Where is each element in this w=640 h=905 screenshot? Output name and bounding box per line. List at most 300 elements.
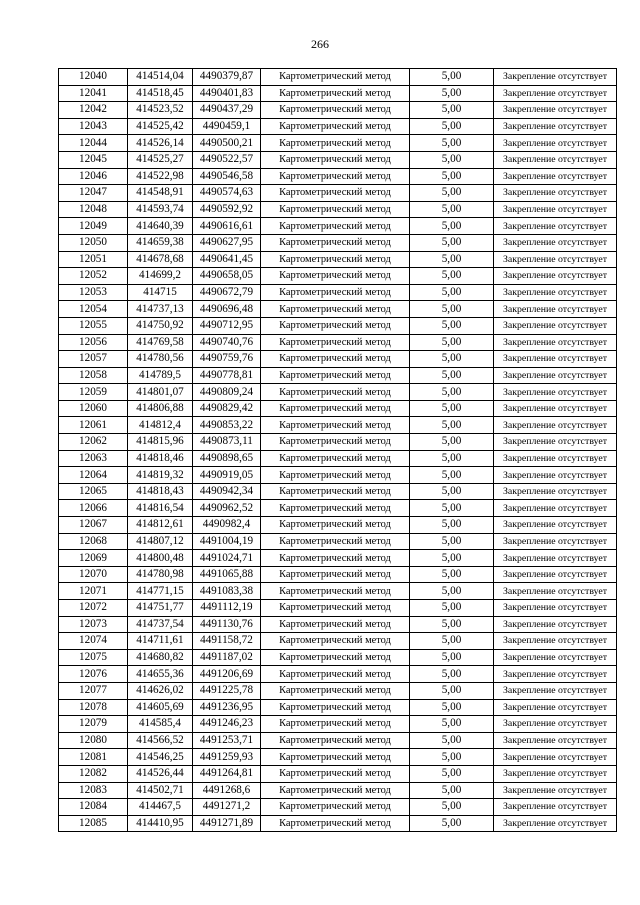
fixing-cell: Закрепление отсутствует	[494, 268, 617, 285]
y-coordinate-cell: 4490574,63	[193, 185, 261, 202]
method-cell: Картометрический метод	[261, 782, 410, 799]
method-cell: Картометрический метод	[261, 749, 410, 766]
table-row	[59, 384, 617, 401]
point-number-cell: 12067	[59, 517, 128, 534]
y-coordinate-cell: 4491083,38	[193, 583, 261, 600]
accuracy-cell: 5,00	[410, 732, 494, 749]
point-number-cell: 12058	[59, 367, 128, 384]
x-coordinate-cell: 414518,45	[128, 85, 193, 102]
x-coordinate-cell: 414525,27	[128, 151, 193, 168]
method-cell: Картометрический метод	[261, 400, 410, 417]
method-cell: Картометрический метод	[261, 699, 410, 716]
method-cell: Картометрический метод	[261, 168, 410, 185]
fixing-cell: Закрепление отсутствует	[494, 251, 617, 268]
accuracy-cell: 5,00	[410, 201, 494, 218]
coordinates-table-body	[59, 69, 617, 832]
accuracy-cell: 5,00	[410, 384, 494, 401]
table-row	[59, 434, 617, 451]
x-coordinate-cell: 414711,61	[128, 633, 193, 650]
y-coordinate-cell: 4491271,2	[193, 799, 261, 816]
fixing-cell: Закрепление отсутствует	[494, 517, 617, 534]
x-coordinate-cell: 414815,96	[128, 434, 193, 451]
y-coordinate-cell: 4490759,76	[193, 351, 261, 368]
accuracy-cell: 5,00	[410, 716, 494, 733]
table-row	[59, 765, 617, 782]
x-coordinate-cell: 414526,44	[128, 765, 193, 782]
method-cell: Картометрический метод	[261, 483, 410, 500]
y-coordinate-cell: 4490401,83	[193, 85, 261, 102]
y-coordinate-cell: 4491225,78	[193, 682, 261, 699]
fixing-cell: Закрепление отсутствует	[494, 417, 617, 434]
y-coordinate-cell: 4491264,81	[193, 765, 261, 782]
fixing-cell: Закрепление отсутствует	[494, 616, 617, 633]
point-number-cell: 12051	[59, 251, 128, 268]
y-coordinate-cell: 4490616,61	[193, 218, 261, 235]
table-row	[59, 185, 617, 202]
x-coordinate-cell: 414605,69	[128, 699, 193, 716]
point-number-cell: 12081	[59, 749, 128, 766]
x-coordinate-cell: 414751,77	[128, 600, 193, 617]
table-row	[59, 317, 617, 334]
x-coordinate-cell: 414502,71	[128, 782, 193, 799]
point-number-cell: 12075	[59, 649, 128, 666]
y-coordinate-cell: 4490658,05	[193, 268, 261, 285]
method-cell: Картометрический метод	[261, 765, 410, 782]
x-coordinate-cell: 414659,38	[128, 234, 193, 251]
accuracy-cell: 5,00	[410, 517, 494, 534]
point-number-cell: 12080	[59, 732, 128, 749]
method-cell: Картометрический метод	[261, 351, 410, 368]
table-row	[59, 666, 617, 683]
point-number-cell: 12053	[59, 284, 128, 301]
accuracy-cell: 5,00	[410, 268, 494, 285]
table-row	[59, 500, 617, 517]
y-coordinate-cell: 4491253,71	[193, 732, 261, 749]
point-number-cell: 12072	[59, 600, 128, 617]
x-coordinate-cell: 414546,25	[128, 749, 193, 766]
point-number-cell: 12056	[59, 334, 128, 351]
y-coordinate-cell: 4491246,23	[193, 716, 261, 733]
x-coordinate-cell: 414467,5	[128, 799, 193, 816]
y-coordinate-cell: 4491004,19	[193, 533, 261, 550]
method-cell: Картометрический метод	[261, 533, 410, 550]
method-cell: Картометрический метод	[261, 268, 410, 285]
fixing-cell: Закрепление отсутствует	[494, 351, 617, 368]
fixing-cell: Закрепление отсутствует	[494, 716, 617, 733]
fixing-cell: Закрепление отсутствует	[494, 550, 617, 567]
table-row	[59, 616, 617, 633]
point-number-cell: 12041	[59, 85, 128, 102]
point-number-cell: 12046	[59, 168, 128, 185]
table-row	[59, 400, 617, 417]
method-cell: Картометрический метод	[261, 234, 410, 251]
accuracy-cell: 5,00	[410, 699, 494, 716]
accuracy-cell: 5,00	[410, 666, 494, 683]
accuracy-cell: 5,00	[410, 782, 494, 799]
accuracy-cell: 5,00	[410, 467, 494, 484]
accuracy-cell: 5,00	[410, 633, 494, 650]
fixing-cell: Закрепление отсутствует	[494, 483, 617, 500]
x-coordinate-cell: 414523,52	[128, 102, 193, 119]
table-row	[59, 417, 617, 434]
point-number-cell: 12084	[59, 799, 128, 816]
page-number: 266	[311, 37, 329, 51]
fixing-cell: Закрепление отсутствует	[494, 649, 617, 666]
method-cell: Картометрический метод	[261, 799, 410, 816]
x-coordinate-cell: 414715	[128, 284, 193, 301]
accuracy-cell: 5,00	[410, 168, 494, 185]
table-row	[59, 483, 617, 500]
accuracy-cell: 5,00	[410, 234, 494, 251]
accuracy-cell: 5,00	[410, 649, 494, 666]
fixing-cell: Закрепление отсутствует	[494, 168, 617, 185]
y-coordinate-cell: 4491259,93	[193, 749, 261, 766]
method-cell: Картометрический метод	[261, 367, 410, 384]
y-coordinate-cell: 4490778,81	[193, 367, 261, 384]
point-number-cell: 12059	[59, 384, 128, 401]
method-cell: Картометрический метод	[261, 151, 410, 168]
x-coordinate-cell: 414655,36	[128, 666, 193, 683]
fixing-cell: Закрепление отсутствует	[494, 135, 617, 152]
point-number-cell: 12065	[59, 483, 128, 500]
fixing-cell: Закрепление отсутствует	[494, 69, 617, 86]
fixing-cell: Закрепление отсутствует	[494, 600, 617, 617]
x-coordinate-cell: 414769,58	[128, 334, 193, 351]
point-number-cell: 12054	[59, 301, 128, 318]
fixing-cell: Закрепление отсутствует	[494, 85, 617, 102]
accuracy-cell: 5,00	[410, 583, 494, 600]
method-cell: Картометрический метод	[261, 417, 410, 434]
x-coordinate-cell: 414818,43	[128, 483, 193, 500]
point-number-cell: 12042	[59, 102, 128, 119]
y-coordinate-cell: 4491268,6	[193, 782, 261, 799]
fixing-cell: Закрепление отсутствует	[494, 500, 617, 517]
table-row	[59, 301, 617, 318]
fixing-cell: Закрепление отсутствует	[494, 566, 617, 583]
accuracy-cell: 5,00	[410, 251, 494, 268]
x-coordinate-cell: 414801,07	[128, 384, 193, 401]
method-cell: Картометрический метод	[261, 517, 410, 534]
y-coordinate-cell: 4490873,11	[193, 434, 261, 451]
table-row	[59, 351, 617, 368]
x-coordinate-cell: 414812,4	[128, 417, 193, 434]
accuracy-cell: 5,00	[410, 185, 494, 202]
y-coordinate-cell: 4490627,95	[193, 234, 261, 251]
y-coordinate-cell: 4490437,29	[193, 102, 261, 119]
x-coordinate-cell: 414816,54	[128, 500, 193, 517]
coordinates-table	[58, 68, 617, 832]
fixing-cell: Закрепление отсутствует	[494, 201, 617, 218]
method-cell: Картометрический метод	[261, 550, 410, 567]
accuracy-cell: 5,00	[410, 400, 494, 417]
y-coordinate-cell: 4490853,22	[193, 417, 261, 434]
fixing-cell: Закрепление отсутствует	[494, 799, 617, 816]
x-coordinate-cell: 414514,04	[128, 69, 193, 86]
x-coordinate-cell: 414789,5	[128, 367, 193, 384]
table-row	[59, 268, 617, 285]
table-row	[59, 633, 617, 650]
method-cell: Картометрический метод	[261, 682, 410, 699]
fixing-cell: Закрепление отсутствует	[494, 218, 617, 235]
method-cell: Картометрический метод	[261, 185, 410, 202]
table-row	[59, 69, 617, 86]
fixing-cell: Закрепление отсутствует	[494, 151, 617, 168]
y-coordinate-cell: 4490982,4	[193, 517, 261, 534]
accuracy-cell: 5,00	[410, 69, 494, 86]
fixing-cell: Закрепление отсутствует	[494, 732, 617, 749]
table-row	[59, 284, 617, 301]
x-coordinate-cell: 414640,39	[128, 218, 193, 235]
x-coordinate-cell: 414593,74	[128, 201, 193, 218]
accuracy-cell: 5,00	[410, 434, 494, 451]
method-cell: Картометрический метод	[261, 118, 410, 135]
accuracy-cell: 5,00	[410, 533, 494, 550]
method-cell: Картометрический метод	[261, 600, 410, 617]
y-coordinate-cell: 4490919,05	[193, 467, 261, 484]
point-number-cell: 12043	[59, 118, 128, 135]
accuracy-cell: 5,00	[410, 301, 494, 318]
fixing-cell: Закрепление отсутствует	[494, 400, 617, 417]
x-coordinate-cell: 414526,14	[128, 135, 193, 152]
x-coordinate-cell: 414819,32	[128, 467, 193, 484]
accuracy-cell: 5,00	[410, 135, 494, 152]
point-number-cell: 12077	[59, 682, 128, 699]
method-cell: Картометрический метод	[261, 317, 410, 334]
method-cell: Картометрический метод	[261, 716, 410, 733]
point-number-cell: 12066	[59, 500, 128, 517]
method-cell: Картометрический метод	[261, 218, 410, 235]
x-coordinate-cell: 414737,54	[128, 616, 193, 633]
x-coordinate-cell: 414525,42	[128, 118, 193, 135]
point-number-cell: 12052	[59, 268, 128, 285]
table-row	[59, 450, 617, 467]
x-coordinate-cell: 414780,56	[128, 351, 193, 368]
table-row	[59, 151, 617, 168]
x-coordinate-cell: 414800,48	[128, 550, 193, 567]
method-cell: Картометрический метод	[261, 135, 410, 152]
fixing-cell: Закрепление отсутствует	[494, 682, 617, 699]
method-cell: Картометрический метод	[261, 633, 410, 650]
fixing-cell: Закрепление отсутствует	[494, 765, 617, 782]
point-number-cell: 12057	[59, 351, 128, 368]
accuracy-cell: 5,00	[410, 417, 494, 434]
fixing-cell: Закрепление отсутствует	[494, 434, 617, 451]
accuracy-cell: 5,00	[410, 765, 494, 782]
table-row	[59, 600, 617, 617]
y-coordinate-cell: 4490696,48	[193, 301, 261, 318]
point-number-cell: 12071	[59, 583, 128, 600]
table-row	[59, 649, 617, 666]
point-number-cell: 12079	[59, 716, 128, 733]
point-number-cell: 12055	[59, 317, 128, 334]
table-row	[59, 533, 617, 550]
fixing-cell: Закрепление отсутствует	[494, 666, 617, 683]
accuracy-cell: 5,00	[410, 749, 494, 766]
point-number-cell: 12078	[59, 699, 128, 716]
accuracy-cell: 5,00	[410, 334, 494, 351]
x-coordinate-cell: 414812,61	[128, 517, 193, 534]
point-number-cell: 12076	[59, 666, 128, 683]
table-row	[59, 799, 617, 816]
point-number-cell: 12068	[59, 533, 128, 550]
method-cell: Картометрический метод	[261, 102, 410, 119]
accuracy-cell: 5,00	[410, 600, 494, 617]
table-row	[59, 716, 617, 733]
fixing-cell: Закрепление отсутствует	[494, 699, 617, 716]
fixing-cell: Закрепление отсутствует	[494, 284, 617, 301]
accuracy-cell: 5,00	[410, 483, 494, 500]
point-number-cell: 12064	[59, 467, 128, 484]
accuracy-cell: 5,00	[410, 102, 494, 119]
method-cell: Картометрический метод	[261, 732, 410, 749]
method-cell: Картометрический метод	[261, 649, 410, 666]
point-number-cell: 12061	[59, 417, 128, 434]
y-coordinate-cell: 4490592,92	[193, 201, 261, 218]
x-coordinate-cell: 414585,4	[128, 716, 193, 733]
y-coordinate-cell: 4491206,69	[193, 666, 261, 683]
y-coordinate-cell: 4491236,95	[193, 699, 261, 716]
y-coordinate-cell: 4490546,58	[193, 168, 261, 185]
method-cell: Картометрический метод	[261, 284, 410, 301]
y-coordinate-cell: 4491187,02	[193, 649, 261, 666]
table-row	[59, 732, 617, 749]
table-row	[59, 566, 617, 583]
table-row	[59, 201, 617, 218]
accuracy-cell: 5,00	[410, 85, 494, 102]
method-cell: Картометрический метод	[261, 500, 410, 517]
point-number-cell: 12069	[59, 550, 128, 567]
table-row	[59, 135, 617, 152]
point-number-cell: 12083	[59, 782, 128, 799]
accuracy-cell: 5,00	[410, 450, 494, 467]
method-cell: Картометрический метод	[261, 450, 410, 467]
table-row	[59, 682, 617, 699]
x-coordinate-cell: 414780,98	[128, 566, 193, 583]
y-coordinate-cell: 4490829,42	[193, 400, 261, 417]
point-number-cell: 12082	[59, 765, 128, 782]
x-coordinate-cell: 414548,91	[128, 185, 193, 202]
fixing-cell: Закрепление отсутствует	[494, 367, 617, 384]
fixing-cell: Закрепление отсутствует	[494, 815, 617, 832]
table-row	[59, 699, 617, 716]
fixing-cell: Закрепление отсутствует	[494, 317, 617, 334]
x-coordinate-cell: 414678,68	[128, 251, 193, 268]
accuracy-cell: 5,00	[410, 815, 494, 832]
table-row	[59, 517, 617, 534]
table-row	[59, 102, 617, 119]
accuracy-cell: 5,00	[410, 566, 494, 583]
point-number-cell: 12062	[59, 434, 128, 451]
method-cell: Картометрический метод	[261, 334, 410, 351]
accuracy-cell: 5,00	[410, 284, 494, 301]
method-cell: Картометрический метод	[261, 85, 410, 102]
table-row	[59, 815, 617, 832]
x-coordinate-cell: 414807,12	[128, 533, 193, 550]
y-coordinate-cell: 4490500,21	[193, 135, 261, 152]
table-row	[59, 85, 617, 102]
accuracy-cell: 5,00	[410, 218, 494, 235]
fixing-cell: Закрепление отсутствует	[494, 583, 617, 600]
method-cell: Картометрический метод	[261, 69, 410, 86]
x-coordinate-cell: 414806,88	[128, 400, 193, 417]
y-coordinate-cell: 4490809,24	[193, 384, 261, 401]
y-coordinate-cell: 4490672,79	[193, 284, 261, 301]
y-coordinate-cell: 4490942,34	[193, 483, 261, 500]
y-coordinate-cell: 4490379,87	[193, 69, 261, 86]
x-coordinate-cell: 414522,98	[128, 168, 193, 185]
table-row	[59, 118, 617, 135]
method-cell: Картометрический метод	[261, 616, 410, 633]
point-number-cell: 12050	[59, 234, 128, 251]
accuracy-cell: 5,00	[410, 500, 494, 517]
method-cell: Картометрический метод	[261, 566, 410, 583]
y-coordinate-cell: 4490712,95	[193, 317, 261, 334]
table-row	[59, 467, 617, 484]
y-coordinate-cell: 4491065,88	[193, 566, 261, 583]
point-number-cell: 12040	[59, 69, 128, 86]
table-row	[59, 334, 617, 351]
fixing-cell: Закрепление отсутствует	[494, 234, 617, 251]
x-coordinate-cell: 414566,52	[128, 732, 193, 749]
point-number-cell: 12048	[59, 201, 128, 218]
y-coordinate-cell: 4490898,65	[193, 450, 261, 467]
fixing-cell: Закрепление отсутствует	[494, 533, 617, 550]
fixing-cell: Закрепление отсутствует	[494, 102, 617, 119]
accuracy-cell: 5,00	[410, 317, 494, 334]
y-coordinate-cell: 4490459,1	[193, 118, 261, 135]
fixing-cell: Закрепление отсутствует	[494, 301, 617, 318]
method-cell: Картометрический метод	[261, 666, 410, 683]
table-row	[59, 749, 617, 766]
accuracy-cell: 5,00	[410, 118, 494, 135]
table-row	[59, 367, 617, 384]
table-row	[59, 782, 617, 799]
x-coordinate-cell: 414410,95	[128, 815, 193, 832]
fixing-cell: Закрепление отсутствует	[494, 384, 617, 401]
point-number-cell: 12060	[59, 400, 128, 417]
accuracy-cell: 5,00	[410, 351, 494, 368]
x-coordinate-cell: 414699,2	[128, 268, 193, 285]
fixing-cell: Закрепление отсутствует	[494, 633, 617, 650]
table-row	[59, 550, 617, 567]
method-cell: Картометрический метод	[261, 434, 410, 451]
fixing-cell: Закрепление отсутствует	[494, 185, 617, 202]
y-coordinate-cell: 4490641,45	[193, 251, 261, 268]
y-coordinate-cell: 4490522,57	[193, 151, 261, 168]
accuracy-cell: 5,00	[410, 616, 494, 633]
x-coordinate-cell: 414737,13	[128, 301, 193, 318]
x-coordinate-cell: 414750,92	[128, 317, 193, 334]
y-coordinate-cell: 4490962,52	[193, 500, 261, 517]
fixing-cell: Закрепление отсутствует	[494, 334, 617, 351]
table-row	[59, 218, 617, 235]
point-number-cell: 12047	[59, 185, 128, 202]
method-cell: Картометрический метод	[261, 201, 410, 218]
table-row	[59, 168, 617, 185]
y-coordinate-cell: 4491271,89	[193, 815, 261, 832]
method-cell: Картометрический метод	[261, 467, 410, 484]
accuracy-cell: 5,00	[410, 151, 494, 168]
point-number-cell: 12070	[59, 566, 128, 583]
method-cell: Картометрический метод	[261, 583, 410, 600]
x-coordinate-cell: 414771,15	[128, 583, 193, 600]
y-coordinate-cell: 4491130,76	[193, 616, 261, 633]
x-coordinate-cell: 414680,82	[128, 649, 193, 666]
x-coordinate-cell: 414818,46	[128, 450, 193, 467]
fixing-cell: Закрепление отсутствует	[494, 782, 617, 799]
fixing-cell: Закрепление отсутствует	[494, 450, 617, 467]
accuracy-cell: 5,00	[410, 799, 494, 816]
